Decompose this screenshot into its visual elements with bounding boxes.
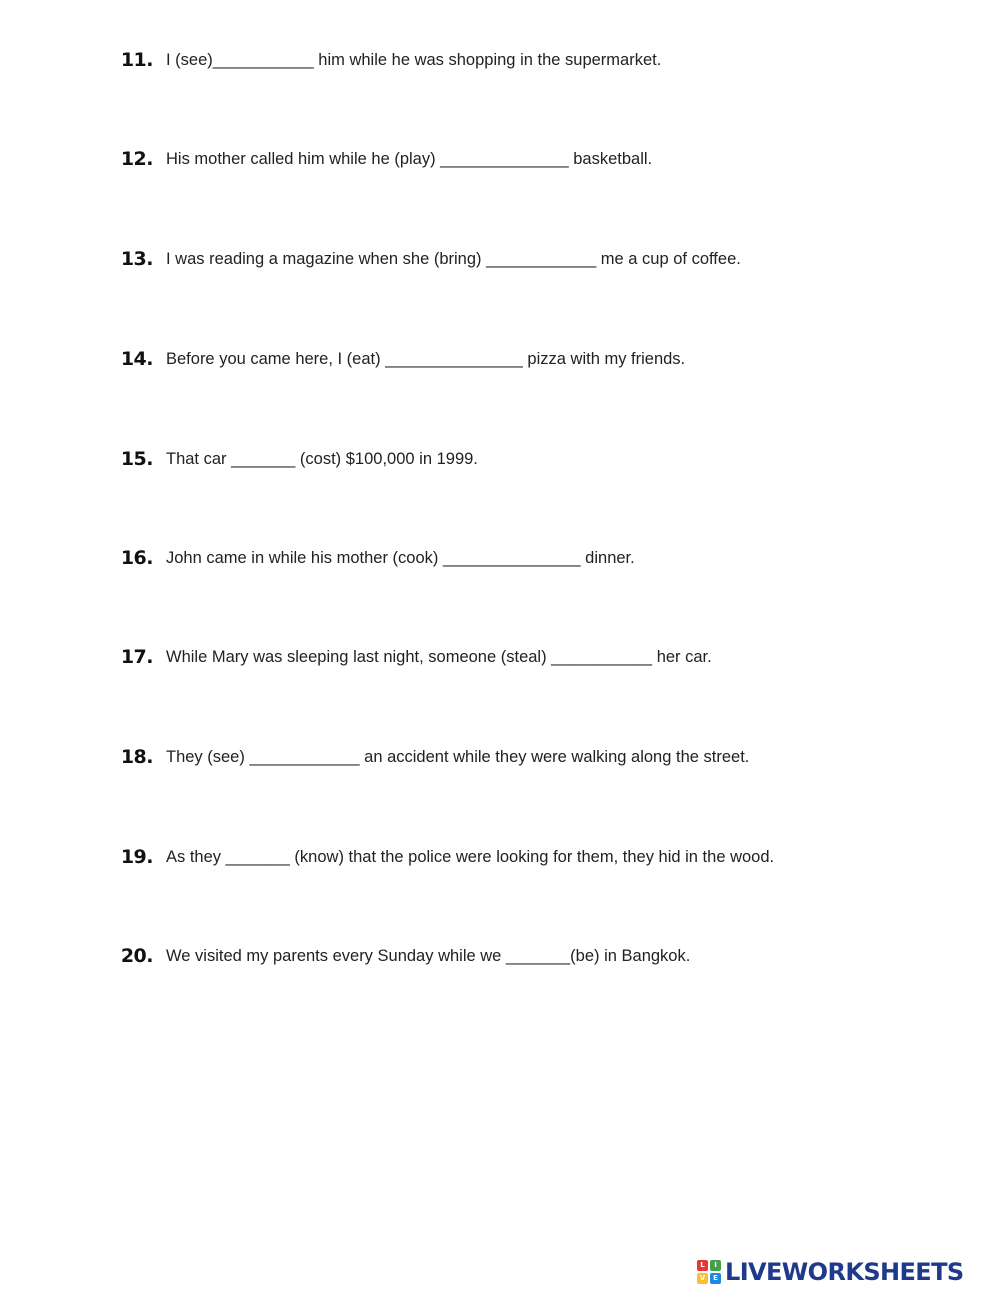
logo-mark-cell: L (697, 1260, 708, 1271)
question-text: John came in while his mother (cook) _______________ dinner. (166, 549, 635, 567)
logo-mark-cell: E (710, 1273, 721, 1284)
question-text: While Mary was sleeping last night, someone (steal) ___________ her car. (166, 648, 712, 666)
question-17 (0, 642, 1000, 672)
question-text: We visited my parents every Sunday while we _______(be) in Bangkok. (166, 947, 691, 965)
logo-mark-cell: I (710, 1260, 721, 1271)
question-15 (0, 444, 1000, 474)
question-18 (0, 742, 1000, 772)
question-number: 14. (120, 348, 153, 370)
question-12 (0, 144, 1000, 174)
question-text: His mother called him while he (play) ______________ basketball. (166, 150, 653, 168)
question-number: 17. (120, 646, 153, 668)
question-number: 13. (120, 248, 153, 270)
liveworksheets-logo (697, 1258, 964, 1286)
question-14 (0, 344, 1000, 374)
question-19 (0, 842, 1000, 872)
question-text: Before you came here, I (eat) _______________ pizza with my friends. (166, 350, 686, 368)
question-number: 11. (120, 49, 153, 71)
question-number: 20. (120, 945, 153, 967)
logo-wordmark: LIVEWORKSHEETS (725, 1258, 964, 1286)
question-11 (0, 45, 1000, 75)
question-text: They (see) ____________ an accident while they were walking along the street. (166, 748, 750, 766)
question-number: 15. (120, 448, 153, 470)
logo-mark-cell: V (697, 1273, 708, 1284)
question-text: That car _______ (cost) $100,000 in 1999. (166, 450, 478, 468)
question-13 (0, 244, 1000, 274)
question-number: 12. (120, 148, 153, 170)
question-text: I was reading a magazine when she (bring) ____________ me a cup of coffee. (166, 250, 741, 268)
question-text: I (see)___________ him while he was shopping in the supermarket. (166, 51, 662, 69)
question-20 (0, 941, 1000, 971)
live-logo-icon (697, 1260, 721, 1284)
question-text: As they _______ (know) that the police were looking for them, they hid in the wood. (166, 848, 775, 866)
question-16 (0, 543, 1000, 573)
question-number: 18. (120, 746, 153, 768)
question-number: 19. (120, 846, 153, 868)
question-number: 16. (120, 547, 153, 569)
